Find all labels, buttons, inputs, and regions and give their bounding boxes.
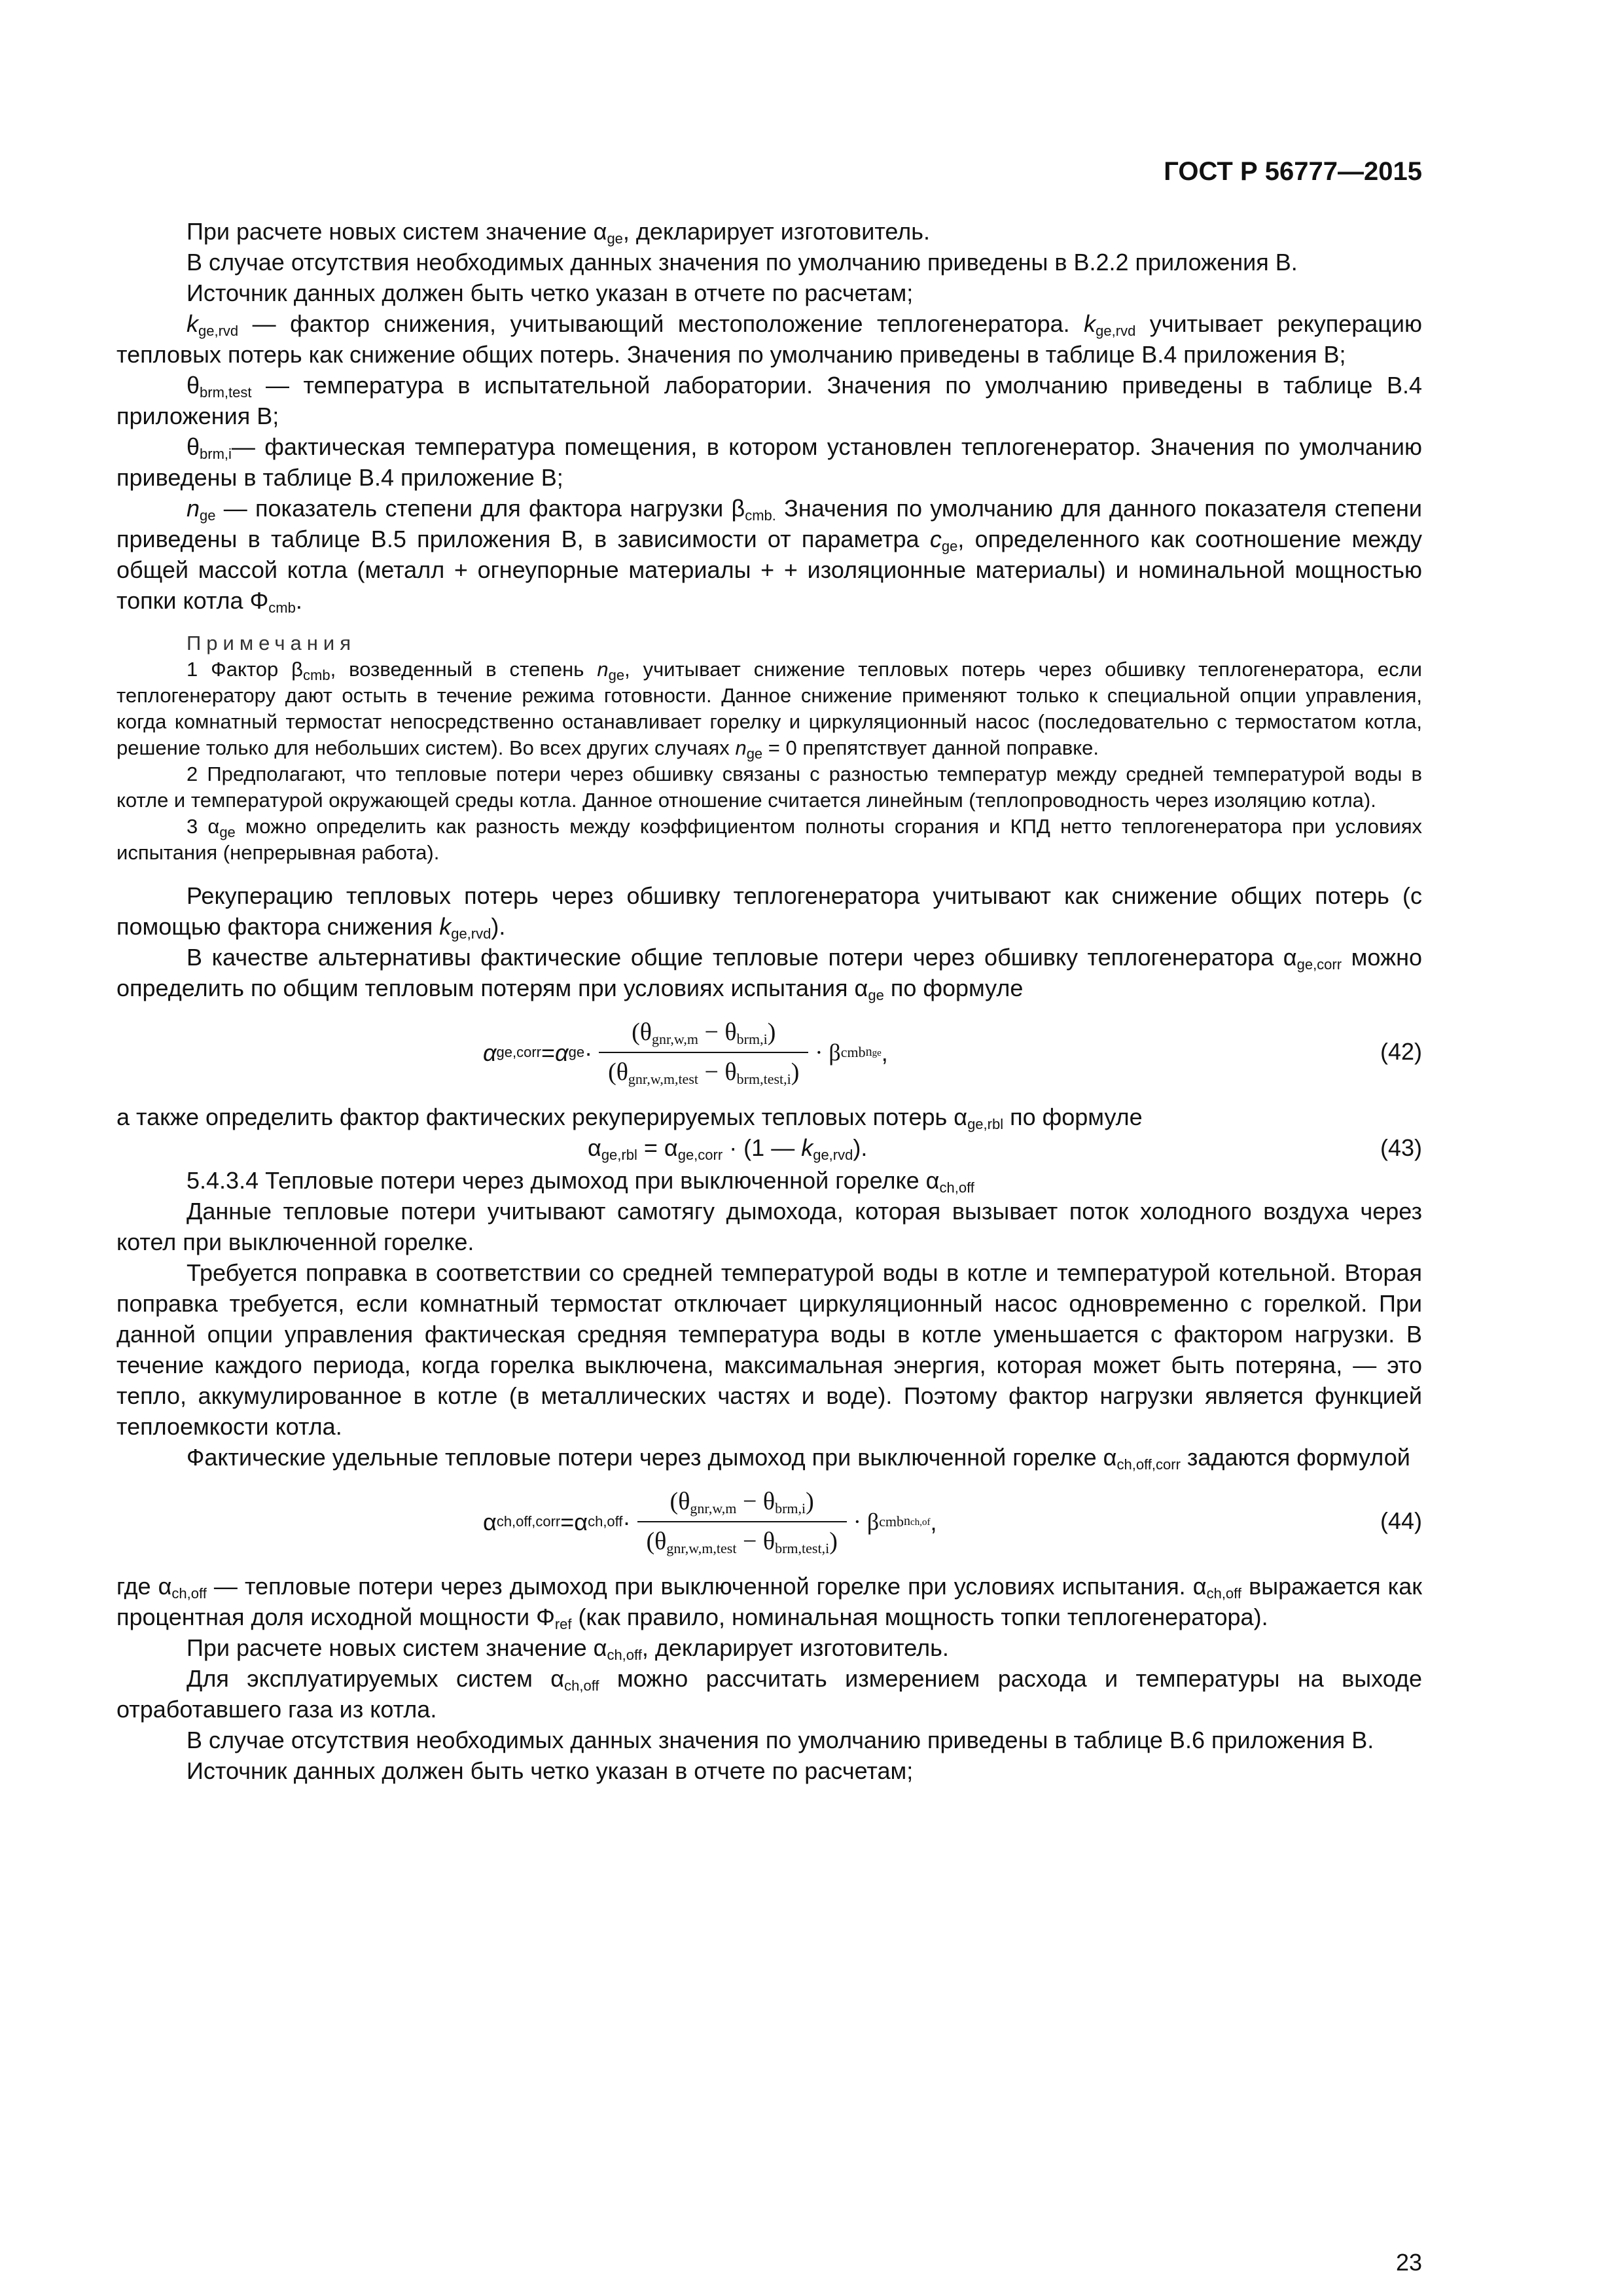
paragraph: Данные тепловые потери учитывают самотягу дымохода, которая вызывает поток холодного воздуха через котел при выключенной горелке. <box>116 1198 1422 1255</box>
notes-title: Примечания <box>187 632 356 655</box>
paragraph: Фактические удельные тепловые потери через дымоход при выключенной горелке $\alpha_{ch,off,corr}$ задаются формулой <box>187 1444 1410 1473</box>
section-heading: 5.4.3.4 Тепловые потери через дымоход при выключенной горелке $\alpha_{ch,off}$ <box>187 1167 974 1196</box>
paragraph: Рекуперацию тепловых потерь через обшивку теплогенератора учитывают как снижение общих потерь (с помощью фактора снижения $k_{ge,rvd}$). <box>116 882 1422 942</box>
body-text <box>116 216 1422 1786</box>
equation-number: (42) <box>1380 1038 1422 1065</box>
formula-43: $\alpha_{ge,rbl} = \alpha_{ge,corr} \cdot (1$ — $k_{ge,rvd}$). (43) <box>116 1132 1422 1165</box>
paragraph: При расчете новых систем значение $\alpha_{ge}$, декларирует изготовитель. <box>187 218 930 247</box>
page-number: 23 <box>1395 2249 1422 2276</box>
paragraph: Требуется поправка в соответствии со средней температурой воды в котле и температурой котельной. Вторая поправка требуется, если комнатный термостат отключает циркуляционный насос одновременно с горелкой. При данной опции управления фактическая средняя температура воды в котле уменьшается с фактором нагрузки. В течение каждого периода, когда горелка выключена, максимальная энергия, которая может быть потеряна, — это тепло, аккумулированное в котле (в металлических частях и воде). Поэтому фактор нагрузки является функцией теплоемкости котла. <box>116 1259 1422 1440</box>
paragraph: Источник данных должен быть четко указан в отчете по расчетам; <box>187 1757 914 1784</box>
paragraph: Источник данных должен быть четко указан в отчете по расчетам; <box>187 279 914 306</box>
paragraph: При расчете новых систем значение $\alpha_{ch,off}$, декларирует изготовитель. <box>187 1634 949 1663</box>
equation-number: (44) <box>1380 1507 1422 1534</box>
paragraph: а также определить фактор фактических рекуперируемых тепловых потерь $\alpha_{ge,rbl}$ по формуле <box>116 1103 1143 1132</box>
note-3: 3 $\alpha_{ge}$ можно определить как разность между коэффициентом полноты сгорания и КПД нетто теплогенератора при условиях испытания (непрерывная работа). <box>116 815 1422 864</box>
notes-block <box>116 630 1422 866</box>
paragraph: где $\alpha_{ch,off}$ — тепловые потери через дымоход при выключенной горелке при условиях испытания. $\alpha_{ch,off}$ выражается как процентная доля исходной мощности $\Phi_{ref}$ (как правило, номинальная мощность топки теплогенератора). <box>116 1573 1422 1632</box>
equation-number: (43) <box>1380 1134 1422 1161</box>
fraction: $\frac{(\theta_{gnr,w,m} - \theta_{brm,i})}{(\theta_{gnr,w,m,test} - \theta_{brm,test,i})}$ <box>599 1017 808 1088</box>
paragraph: Для эксплуатируемых систем $\alpha_{ch,off}$ можно рассчитать измерением расхода и температуры на выходе отработавшего газа из котла. <box>116 1665 1422 1723</box>
paragraph: $\theta_{brm,test}$ — температура в испытательной лаборатории. Значения по умолчанию приведены в таблице В.4 приложения В; <box>116 372 1422 429</box>
paragraph: $\theta_{brm,i}—$ фактическая температура помещения, в котором установлен теплогенератор. Значения по умолчанию приведены в таблице В.4 приложение В; <box>116 433 1422 491</box>
paragraph: В случае отсутствия необходимых данных значения по умолчанию приведены в В.2.2 приложения В. <box>187 249 1298 276</box>
formula-42: α ge,corr = α ge · $\frac{(\theta_{gnr,w,m} - \theta_{brm,i})}{(\theta_{gnr,w,m,test} - \theta_{brm,test,i})}$ · β cmb nge , (42) <box>483 1018 1422 1087</box>
paragraph: $n_{ge}$ — показатель степени для фактора нагрузки $\beta_{cmb.}$ Значения по умолчанию для данного показателя степени приведены в таблице В.5 приложения В, в зависимости от параметра $c_{ge}$, определенного как соотношение между общей массой котла (металл + огнеупорные материалы + + изоляционные материалы) и номинальной мощностью топки котла $\Phi_{cmb}$. <box>116 495 1422 616</box>
note-2: 2 Предполагают, что тепловые потери через обшивку связаны с разностью температур между средней температурой воды в котле и температурой окружающей среды котла. Данное отношение считается линейным (теплопроводность через изоляцию котла). <box>116 762 1422 812</box>
fraction: $\frac{(\theta_{gnr,w,m} - \theta_{brm,i})}{(\theta_{gnr,w,m,test} - \theta_{brm,test,i})}$ <box>637 1486 847 1557</box>
document-code-header: ГОСТ Р 56777—2015 <box>1164 157 1422 186</box>
paragraph: В случае отсутствия необходимых данных значения по умолчанию приведены в таблице В.6 приложения В. <box>187 1727 1374 1753</box>
paragraph: В качестве альтернативы фактические общие тепловые потери через обшивку теплогенератора $\alpha_{ge,corr}$ можно определить по общим тепловым потерям при условиях испытания $\alpha_{ge}$ по формуле <box>116 944 1422 1003</box>
paragraph: $k_{ge,rvd}$ — фактор снижения, учитывающий местоположение теплогенератора. $k_{ge,rvd}$ учитывает рекуперацию тепловых потерь как снижение общих потерь. Значения по умолчанию приведены в таблице В.4 приложения В; <box>116 310 1423 368</box>
formula-44: α ch,off,corr = α ch,off · $\frac{(\theta_{gnr,w,m} - \theta_{brm,i})}{(\theta_{gnr,w,m,test} - \theta_{brm,test,i})}$ · β cmb nch,of , (44) <box>483 1488 1422 1556</box>
note-1: 1 Фактор $\beta_{cmb}$, возведенный в степень $n_{ge}$, учитывает снижение тепловых потерь через обшивку теплогенератора, если теплогенератору дают остыть в течение режима готовности. Данное снижение применяют только к специальной опции управления, когда комнатный термостат непосредственно останавливает горелку и циркуляционный насос (последовательно с термостатом котла, решение только для небольших систем). Во всех других случаях $n_{ge} = 0$ препятствует данной поправке. <box>116 658 1422 762</box>
